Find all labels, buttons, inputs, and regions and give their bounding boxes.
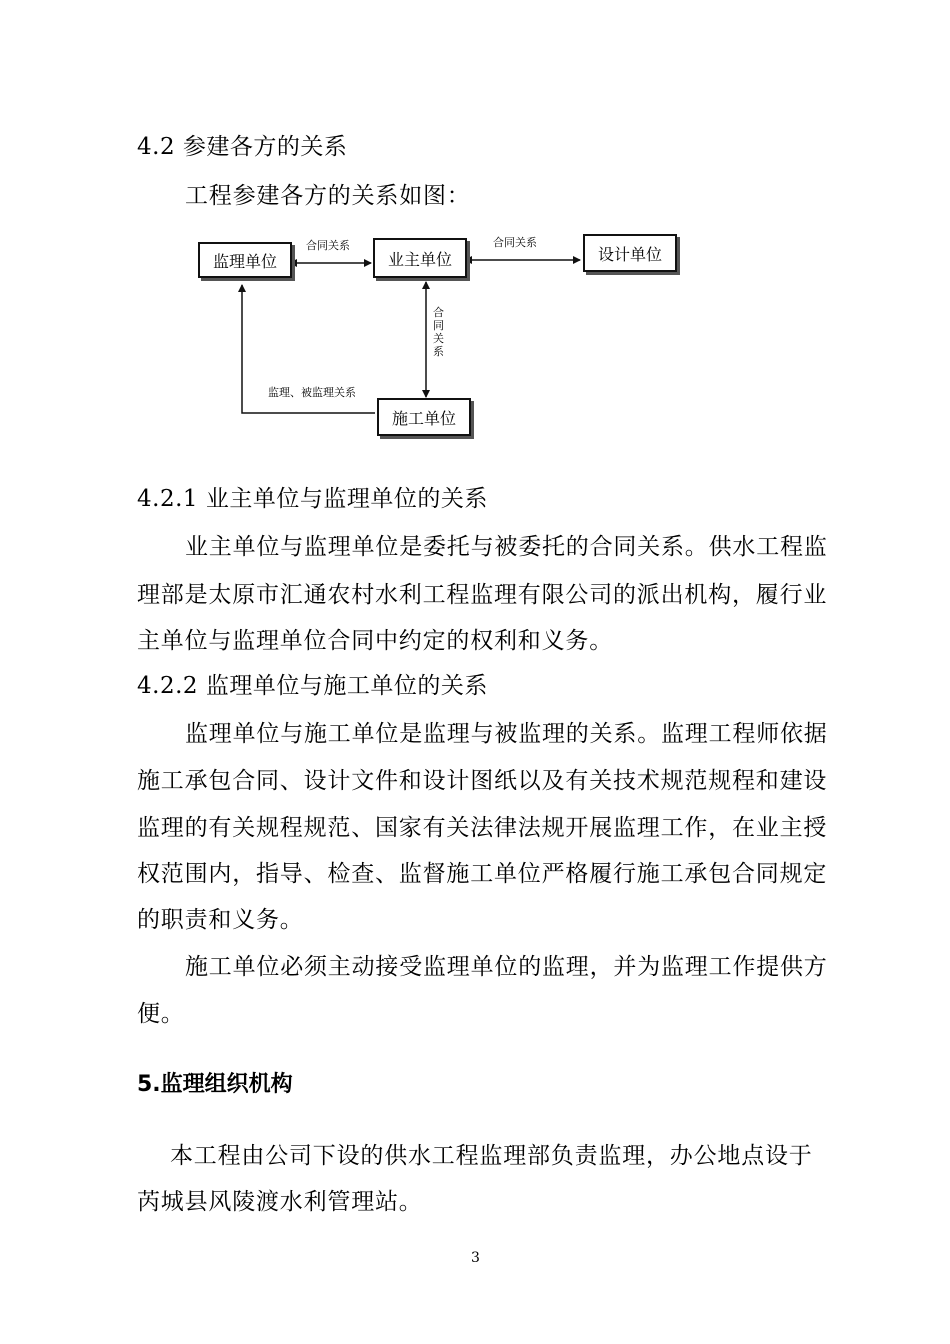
paragraph-line: 理部是太原市汇通农村水利工程监理有限公司的派出机构，履行业 [137, 582, 828, 608]
paragraph-line: 施工承包合同、设计文件和设计图纸以及有关技术规范规程和建设 [137, 768, 828, 794]
box-supervisor: 监理单位 [198, 242, 292, 278]
section-4-2-2-heading: 4.2.2 监理单位与施工单位的关系 [137, 673, 488, 699]
box-designer: 设计单位 [583, 234, 677, 272]
label-supervisor-contractor: 监理、被监理关系 [268, 386, 356, 399]
paragraph-line: 权范围内，指导、检查、监督施工单位严格履行施工承包合同规定 [137, 861, 828, 887]
paragraph-line: 监理的有关规程规范、国家有关法律法规开展监理工作，在业主授 [137, 815, 828, 841]
label-supervisor-owner: 合同关系 [306, 239, 350, 252]
paragraph-line: 的职责和义务。 [137, 907, 304, 933]
paragraph-line: 芮城县风陵渡水利管理站。 [137, 1189, 423, 1215]
relationship-diagram [190, 220, 730, 445]
page-number: 3 [471, 1250, 480, 1266]
section-5-heading: 5.监理组织机构 [137, 1072, 293, 1097]
paragraph-line: 主单位与监理单位合同中约定的权利和义务。 [137, 628, 613, 654]
label-owner-designer: 合同关系 [493, 236, 537, 249]
section-4-2-intro: 工程参建各方的关系如图： [185, 183, 471, 209]
paragraph-line: 本工程由公司下设的供水工程监理部负责监理，办公地点设于 [170, 1143, 813, 1169]
section-4-2-heading: 4.2 参建各方的关系 [137, 134, 348, 160]
paragraph-line: 便。 [137, 1001, 185, 1027]
paragraph-line: 施工单位必须主动接受监理单位的监理，并为监理工作提供方 [185, 954, 828, 980]
box-owner: 业主单位 [373, 238, 467, 278]
box-contractor: 施工单位 [377, 398, 471, 436]
section-4-2-1-heading: 4.2.1 业主单位与监理单位的关系 [137, 486, 488, 512]
paragraph-line: 监理单位与施工单位是监理与被监理的关系。监理工程师依据 [185, 721, 828, 747]
paragraph-line: 业主单位与监理单位是委托与被委托的合同关系。供水工程监 [185, 534, 828, 560]
label-owner-contractor: 合同关系 [433, 306, 444, 358]
